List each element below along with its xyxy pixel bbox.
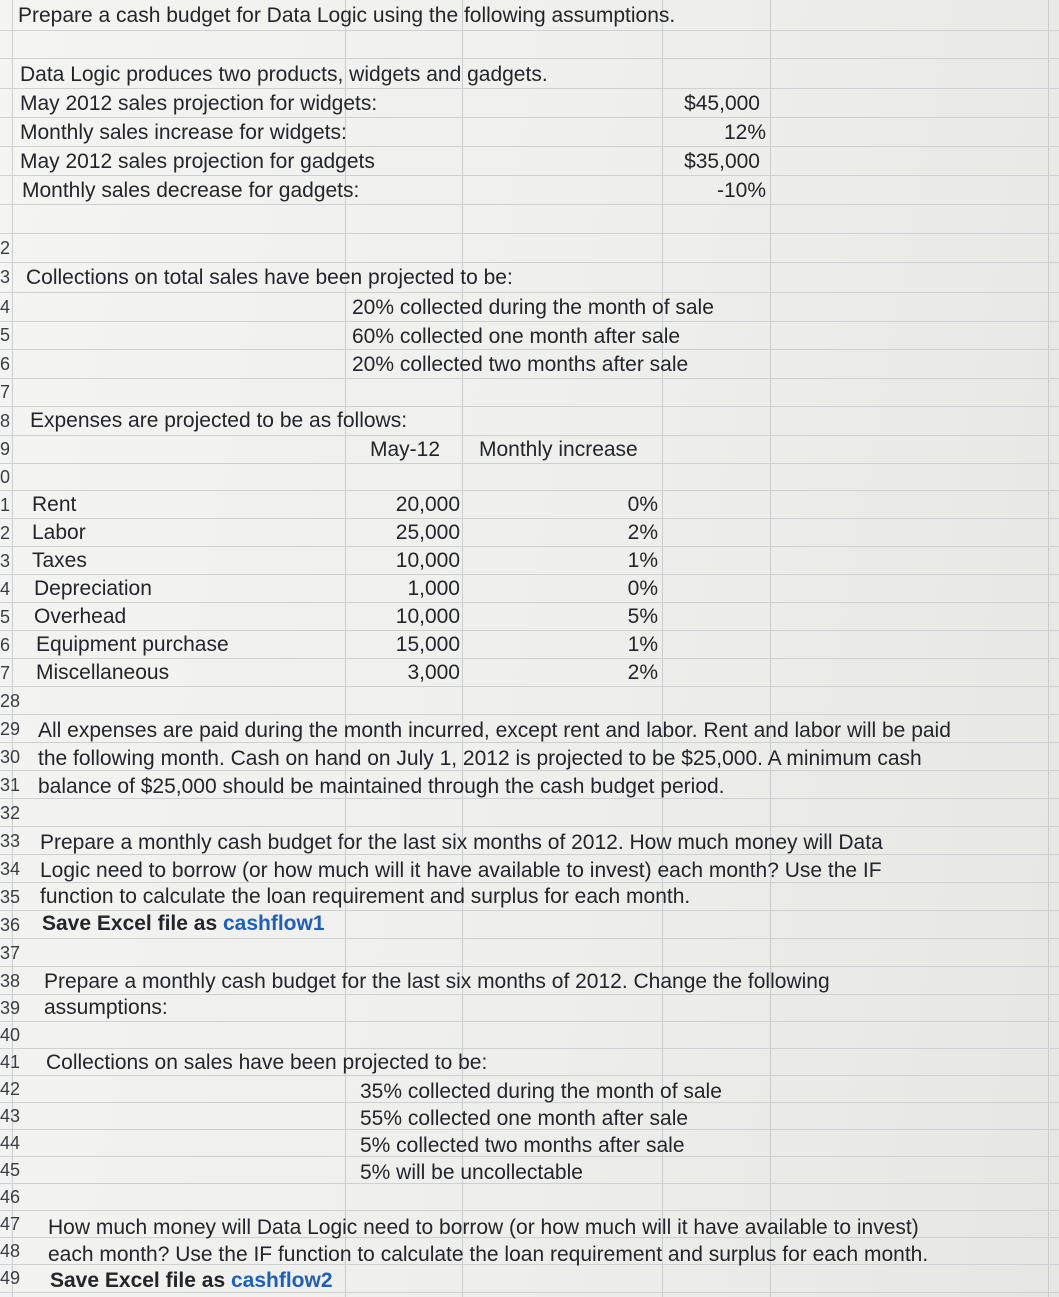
collection-line[interactable]: 20% collected two months after sale <box>352 353 689 376</box>
collection2-line[interactable]: 5% will be uncollectable <box>360 1161 583 1184</box>
task2-question[interactable]: each month? Use the IF function to calculate the loan requirement and surplus for each month. <box>48 1243 929 1266</box>
expense-increase[interactable]: 0% <box>627 493 658 516</box>
row-number: 4 <box>0 297 11 317</box>
row-number: 35 <box>0 887 21 907</box>
collection2-line[interactable]: 5% collected two months after sale <box>360 1134 685 1157</box>
assumption-value[interactable]: $45,000 <box>684 92 760 115</box>
row-number: 39 <box>0 998 21 1018</box>
row-number: 5 <box>0 325 11 345</box>
expense-name[interactable]: Depreciation <box>34 577 152 600</box>
assumption-intro[interactable]: Data Logic produces two products, widgets and gadgets. <box>20 63 548 86</box>
expense-amount[interactable]: 1,000 <box>407 577 460 600</box>
expense-amount[interactable]: 10,000 <box>395 549 460 572</box>
expense-name[interactable]: Overhead <box>34 605 127 628</box>
row-number: 3 <box>0 267 11 287</box>
row-number: 4 <box>0 579 11 599</box>
expense-name[interactable]: Equipment purchase <box>36 633 229 656</box>
task1-save-instruction[interactable] <box>42 911 325 937</box>
row-number: 38 <box>0 971 21 991</box>
expense-amount[interactable]: 3,000 <box>407 661 460 684</box>
row-number: 45 <box>0 1160 21 1180</box>
row-number: 49 <box>0 1268 21 1288</box>
row-number: 33 <box>0 831 21 851</box>
expense-amount[interactable]: 25,000 <box>395 521 460 544</box>
collection2-line[interactable]: 55% collected one month after sale <box>360 1107 689 1130</box>
expense-increase[interactable]: 5% <box>627 605 658 628</box>
note-line[interactable]: All expenses are paid during the month incurred, except rent and labor. Rent and labor will be paid <box>38 719 951 742</box>
row-number: 2 <box>0 238 11 258</box>
task1-line[interactable]: Prepare a monthly cash budget for the last six months of 2012. How much money will Data <box>40 831 883 854</box>
task2-line[interactable]: Prepare a monthly cash budget for the last six months of 2012. Change the following <box>44 970 830 993</box>
row-number: 37 <box>0 943 21 963</box>
column-header-month[interactable]: May-12 <box>370 438 441 461</box>
row-number: 48 <box>0 1241 21 1261</box>
assumption-value[interactable]: -10% <box>716 179 766 202</box>
assumption-value[interactable]: $35,000 <box>684 150 760 173</box>
expense-name[interactable]: Rent <box>32 493 77 516</box>
save-label: Save Excel file as <box>42 912 218 935</box>
row-number: 36 <box>0 915 21 935</box>
assumption-label[interactable]: May 2012 sales projection for gadgets <box>20 150 375 173</box>
save-label: Save Excel file as <box>50 1269 226 1292</box>
expense-amount[interactable]: 20,000 <box>395 493 460 516</box>
row-number: 32 <box>0 803 21 823</box>
row-number: 28 <box>0 691 21 711</box>
expense-amount[interactable]: 15,000 <box>395 633 460 656</box>
row-number: 41 <box>0 1052 21 1072</box>
note-line[interactable]: the following month. Cash on hand on July 1, 2012 is projected to be $25,000. A minimum cash <box>38 747 922 770</box>
task1-line[interactable]: function to calculate the loan requirement and surplus for each month. <box>40 885 691 908</box>
expense-increase[interactable]: 1% <box>627 633 658 656</box>
assumption-label[interactable]: Monthly sales decrease for gadgets: <box>22 179 360 202</box>
assumption-label[interactable]: Monthly sales increase for widgets: <box>20 121 347 144</box>
task2-line[interactable]: assumptions: <box>44 996 168 1019</box>
expenses-heading[interactable]: Expenses are projected to be as follows: <box>30 409 408 432</box>
collection-line[interactable]: 60% collected one month after sale <box>352 325 681 348</box>
collections2-heading[interactable]: Collections on sales have been projected to be: <box>46 1051 488 1074</box>
row-number: 6 <box>0 635 11 655</box>
row-number: 44 <box>0 1133 21 1153</box>
row-number: 2 <box>0 523 11 543</box>
row-number: 3 <box>0 551 11 571</box>
expense-name[interactable]: Miscellaneous <box>36 661 170 684</box>
note-line[interactable]: balance of $25,000 should be maintained through the cash budget period. <box>38 775 725 798</box>
row-number: 31 <box>0 775 21 795</box>
row-number: 42 <box>0 1079 21 1099</box>
row-number: 7 <box>0 663 11 683</box>
row-number: 9 <box>0 439 11 459</box>
expense-increase[interactable]: 2% <box>627 521 658 544</box>
row-number: 46 <box>0 1187 21 1207</box>
expense-name[interactable]: Taxes <box>32 549 87 572</box>
row-number: 43 <box>0 1106 21 1126</box>
row-number: 0 <box>0 467 11 487</box>
collection-line[interactable]: 20% collected during the month of sale <box>352 296 714 319</box>
expense-name[interactable]: Labor <box>32 521 86 544</box>
row-number: 7 <box>0 382 11 402</box>
assumption-value[interactable]: 12% <box>723 121 766 144</box>
sheet-title[interactable]: Prepare a cash budget for Data Logic using the following assumptions. <box>18 4 676 27</box>
collection2-line[interactable]: 35% collected during the month of sale <box>360 1080 722 1103</box>
task2-save-instruction[interactable] <box>50 1268 333 1294</box>
collections-heading[interactable]: Collections on total sales have been projected to be: <box>26 266 513 289</box>
task2-question[interactable]: How much money will Data Logic need to borrow (or how much will it have available to invest) <box>48 1216 919 1239</box>
row-number: 8 <box>0 411 11 431</box>
task1-line[interactable]: Logic need to borrow (or how much will it have available to invest) each month? Use the IF <box>40 859 882 882</box>
expense-increase[interactable]: 2% <box>627 661 658 684</box>
column-header-increase[interactable]: Monthly increase <box>479 438 638 461</box>
row-number: 5 <box>0 607 11 627</box>
row-number: 40 <box>0 1025 21 1045</box>
row-number: 29 <box>0 719 21 739</box>
expense-increase[interactable]: 0% <box>627 577 658 600</box>
filename-cashflow1: cashflow1 <box>222 912 325 935</box>
expense-increase[interactable]: 1% <box>627 549 658 572</box>
row-number: 34 <box>0 859 21 879</box>
row-number: 6 <box>0 354 11 374</box>
expense-amount[interactable]: 10,000 <box>395 605 460 628</box>
assumption-label[interactable]: May 2012 sales projection for widgets: <box>20 92 378 115</box>
row-number: 1 <box>0 495 11 515</box>
filename-cashflow2: cashflow2 <box>230 1269 333 1292</box>
row-number: 30 <box>0 747 21 767</box>
row-number: 47 <box>0 1214 21 1234</box>
